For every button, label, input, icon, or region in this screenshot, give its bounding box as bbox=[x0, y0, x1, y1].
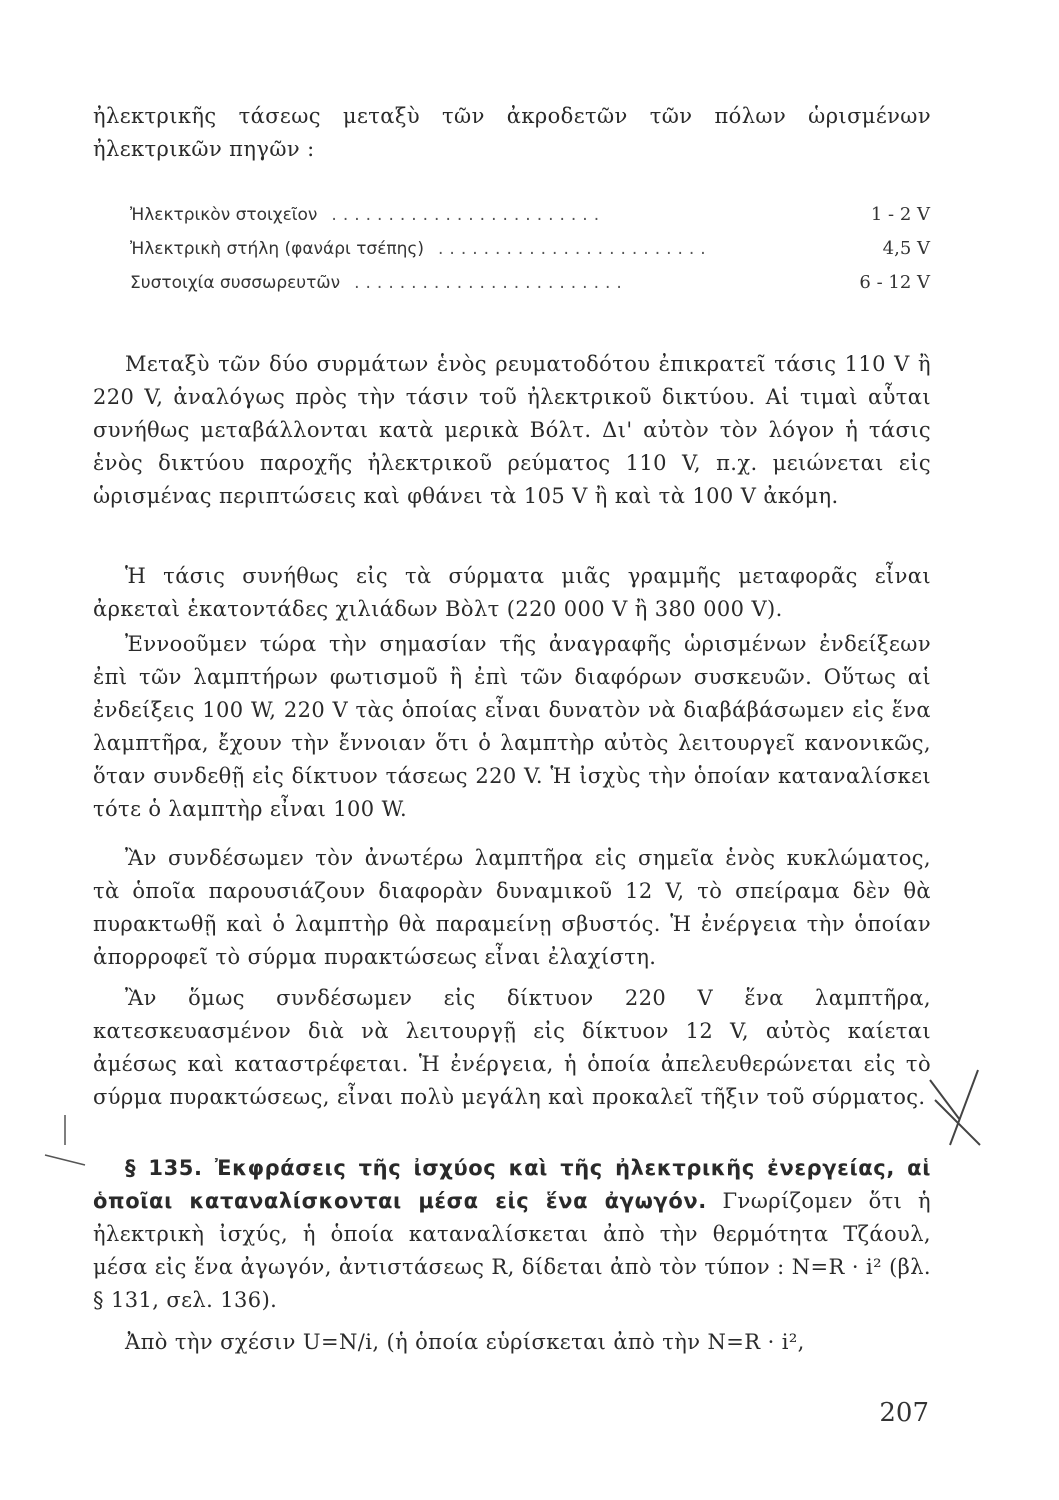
paragraph-network-voltage: Μεταξὺ τῶν δύο συρμάτων ἑνὸς ρευματοδότου ἐπικρατεῖ τάσις 110 V ἢ 220 V, ἀναλόγως πρὸς τὴν τάσιν τοῦ ἠλεκτρικοῦ δικτύου. Αἱ τιμαὶ αὗται συνήθως μεταβάλλονται κατὰ μερικὰ Βόλτ. Δι' αὐτὸν τὸν λόγον ἡ τάσις ἑνὸς δικτύου παροχῆς ἠλεκτρικοῦ ρεύματος 110 V, π.χ. μειώνεται εἰς ὡρισμένας περιπτώσεις καὶ φθάνει τὰ 105 V ἢ καὶ τὰ 100 V ἀκόμη. bbox=[93, 352, 931, 508]
voltage-label: Συστοιχία συσσωρευτῶν bbox=[130, 273, 341, 293]
paragraph-low-voltage: Ἂν συνδέσωμεν τὸν ἀνωτέρω λαμπτῆρα εἰς σημεῖα ἑνὸς κυκλώματος, τὰ ὁποῖα παρουσιάζουν διαφορὰν δυναμικοῦ 12 V, τὸ σπείραμα δὲν θὰ πυρακτωθῇ καὶ ὁ λαμπτὴρ θὰ παραμείνῃ σβυστός. Ἡ ἐνέργεια τὴν ὁποίαν ἀπορροφεῖ τὸ σύρμα πυρακτώσεως εἶναι ἐλαχίστη. bbox=[93, 846, 931, 969]
page-number: 207 bbox=[879, 1398, 929, 1428]
leader-dots: ........................ bbox=[354, 273, 628, 293]
paragraph-last-line: Ἀπὸ τὴν σχέσιν U=N/i, (ἡ ὁποία εὑρίσκεται ἀπὸ τὴν N=R · i², bbox=[125, 1330, 805, 1354]
intro-paragraph: ἠλεκτρικῆς τάσεως μεταξὺ τῶν ἀκροδετῶν τῶν πόλων ὡρισμένων ἠλεκτρικῶν πηγῶν : bbox=[93, 104, 931, 161]
section-135 bbox=[93, 1152, 931, 1317]
section-body: Γνωρίζομεν ὅτι ἡ ἠλεκτρικὴ ἰσχύς, ἡ ὁποία καταναλίσκεται ἀπὸ τὴν θερμότητα Τζάουλ, μέσα εἰς ἕνα ἀγωγόν, ἀντιστάσεως R, δίδεται ἀπὸ τὸν τύπον : N=R · i² (βλ. § 131, σελ. 136). bbox=[93, 1189, 932, 1312]
paragraph-lamp-ratings: Ἐννοοῦμεν τώρα τὴν σημασίαν τῆς ἀναγραφῆς ὡρισμένων ἐνδείξεων ἐπὶ τῶν λαμπτήρων φωτισμοῦ ἢ ἐπὶ τῶν διαφόρων συσκευῶν. Οὕτως αἱ ἐνδείξεις 100 W, 220 V τὰς ὁποίας εἶναι δυνατὸν νὰ διαβάβάσωμεν εἰς ἕνα λαμπτῆρα, ἔχουν τὴν ἔννοιαν ὅτι ὁ λαμπτὴρ αὐτὸς λειτουργεῖ κανονικῶς, ὅταν συνδεθῇ εἰς δίκτυον τάσεως 220 V. Ἡ ἰσχὺς τὴν ὁποίαν καταναλίσκει τότε ὁ λαμπτὴρ εἶναι 100 W. bbox=[93, 632, 931, 821]
voltage-label: Ἠλεκτρικὴ στήλη (φανάρι τσέπης) bbox=[130, 239, 425, 259]
voltage-row bbox=[130, 238, 930, 272]
margin-tick-mark bbox=[40, 1110, 90, 1170]
leader-dots: ........................ bbox=[438, 239, 712, 259]
voltage-label: Ἠλεκτρικὸν στοιχεῖον bbox=[130, 205, 318, 225]
voltage-table bbox=[130, 204, 930, 306]
paragraph-high-voltage: Ἂν ὅμως συνδέσωμεν εἰς δίκτυον 220 V ἕνα λαμπτῆρα, κατεσκευασμένον διὰ νὰ λειτουργῇ εἰς δίκτυον 12 V, αὐτὸς καίεται ἀμέσως καὶ καταστρέφεται. Ἡ ἐνέργεια, ἡ ὁποία ἀπελευθερώνεται εἰς τὸ σύρμα πυρακτώσεως, εἶναι πολὺ μεγάλη καὶ προκαλεῖ τῆξιν τοῦ σύρματος. bbox=[93, 986, 931, 1109]
voltage-value: 1 - 2 V bbox=[870, 204, 930, 225]
voltage-value: 4,5 V bbox=[882, 238, 930, 259]
voltage-row bbox=[130, 204, 930, 238]
voltage-value: 6 - 12 V bbox=[859, 272, 930, 293]
section-heading: § 135. Ἐκφράσεις τῆς ἰσχύος καὶ τῆς ἠλεκτρικῆς ἐνεργείας, αἱ ὁποῖαι καταναλίσκονται μέσα εἰς ἕνα ἀγωγόν. bbox=[93, 1156, 931, 1213]
paragraph-transmission-lines: Ἡ τάσις συνήθως εἰς τὰ σύρματα μιᾶς γραμμῆς μεταφορᾶς εἶναι ἀρκεταὶ ἑκατοντάδες χιλιάδων Βὸλτ (220 000 V ἢ 380 000 V). bbox=[93, 564, 931, 621]
leader-dots: ........................ bbox=[331, 205, 606, 225]
voltage-row bbox=[130, 272, 930, 306]
